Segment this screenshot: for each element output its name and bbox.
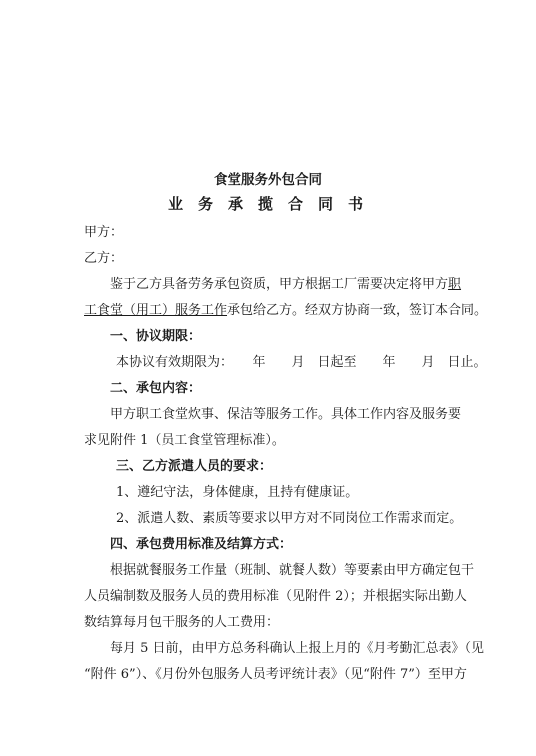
section-2-body-line-2: 求见附件 1（员工食堂管理标准）。 xyxy=(84,433,285,448)
intro-text: 鉴于乙方具备劳务承包资质，甲方根据工厂需要决定将甲方 xyxy=(110,277,449,292)
section-4-body-line-2: 人员编制数及服务人员的费用标准（见附件 2）；并根据实际出勤人 xyxy=(84,589,467,604)
intro-underlined-text: 工食堂（用工）服务工作 xyxy=(84,303,228,318)
section-1-heading: 一、协议期限： xyxy=(110,329,202,344)
intro-text: 承包给乙方。经双方协商一致，签订本合同。 xyxy=(227,303,488,318)
intro-underlined-text: 职 xyxy=(448,277,462,292)
document-subtitle: 业务承揽合同书 xyxy=(167,195,378,213)
party-a-label: 甲方： xyxy=(84,225,124,240)
intro-line-2 xyxy=(84,302,487,320)
section-4-heading: 四、承包费用标准及结算方式： xyxy=(110,537,293,552)
section-2-heading: 二、承包内容： xyxy=(110,381,202,396)
section-3-item-2: 2、派遣人数、素质等要求以甲方对不同岗位工作需求而定。 xyxy=(116,511,463,526)
party-b-label: 乙方： xyxy=(84,251,124,266)
section-4-body-line-1: 根据就餐服务工作量（班制、就餐人数）等要素由甲方确定包干 xyxy=(110,563,475,578)
section-4-body-line-4: 每月 5 日前，由甲方总务科确认上报上月的《月考勤汇总表》（见 xyxy=(110,641,485,656)
intro-line-1 xyxy=(110,276,461,294)
section-2-body-line-1: 甲方职工食堂炊事、保洁等服务工作。具体工作内容及服务要 xyxy=(110,407,462,422)
section-3-heading: 三、乙方派遣人员的要求： xyxy=(116,459,273,474)
section-3-item-1: 1、遵纪守法，身体健康，且持有健康证。 xyxy=(116,485,359,500)
document-title: 食堂服务外包合同 xyxy=(214,172,322,188)
section-4-body-line-3: 数结算每月包干服务的人工费用： xyxy=(84,615,280,630)
section-1-body: 本协议有效期限为： 年 月 日起至 年 月 日止。 xyxy=(116,355,487,370)
section-4-body-line-5: “附件 6”）、《月份外包服务人员考评统计表》（见“附件 7”）至甲方 xyxy=(84,667,467,682)
